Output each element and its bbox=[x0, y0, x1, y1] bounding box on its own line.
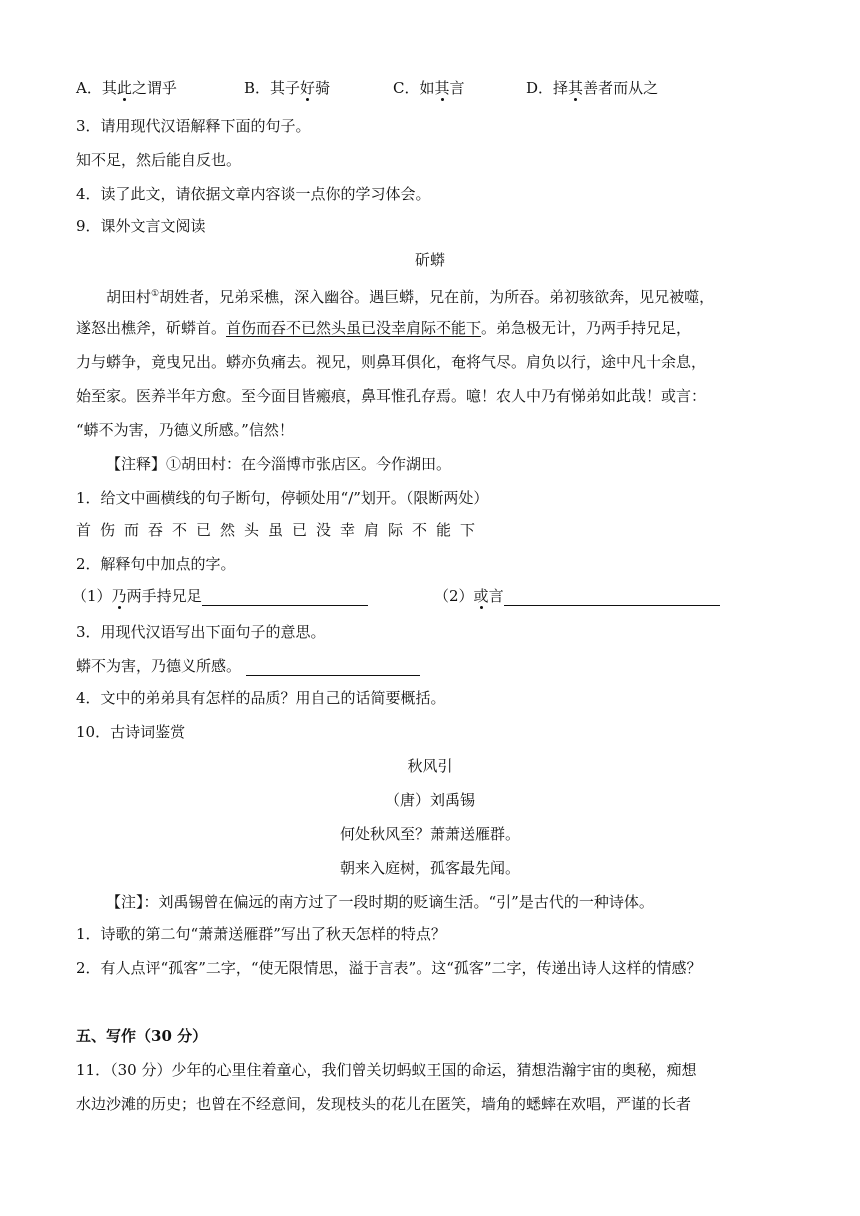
option-c: C．如其言 bbox=[393, 79, 465, 97]
emphasis-dot-char: 此 bbox=[116, 79, 132, 97]
emphasis-dot-char: 乃 bbox=[111, 587, 127, 605]
question-10-1: 1．诗歌的第二句“萧萧送雁群”写出了秋天怎样的特点？ bbox=[76, 925, 446, 943]
passage-line-1: 胡田村①胡姓者，兄弟采樵，深入幽谷。遇巨蟒，兄在前，为所吞。弟初骇欲奔，见兄被噬， bbox=[106, 288, 715, 306]
poem-title: 秋风引 bbox=[407, 757, 453, 775]
question-9-3: 3．用现代汉语写出下面句子的意思。 bbox=[76, 623, 326, 641]
poem-line-1: 何处秋风至？萧萧送雁群。 bbox=[339, 825, 520, 843]
question-9-4: 4．文中的弟弟具有怎样的品质？用自己的话简要概括。 bbox=[76, 689, 446, 707]
answer-blank[interactable] bbox=[504, 589, 720, 606]
passage-line-3: 力与蟒争，竟曳兄出。蟒亦负痛去。视兄，则鼻耳俱化，奄将气尽。肩负以行，途中凡十余息， bbox=[76, 353, 707, 371]
poem-author: （唐）刘禹锡 bbox=[384, 791, 475, 809]
underlined-sentence: 首伤而吞不已然头虽已没幸肩际不能下 bbox=[226, 319, 482, 337]
question-8-3-sentence: 知不足，然后能自反也。 bbox=[76, 151, 242, 169]
emphasis-dot-char: 好 bbox=[300, 79, 316, 97]
option-a: A．其此之谓乎 bbox=[76, 79, 177, 97]
question-9-2-2: （2）或言 bbox=[434, 586, 720, 606]
question-9-1: 1．给文中画横线的句子断句，停顿处用“/”划开。（限断两处） bbox=[76, 489, 489, 507]
passage-title: 斫蟒 bbox=[414, 251, 445, 269]
question-10-2: 2．有人点评“孤客”二字，“使无限情思，溢于言表”。这“孤客”二字，传递出诗人这样的情感？ bbox=[76, 959, 702, 977]
note-9: 【注释】①胡田村：在今淄博市张店区。今作湖田。 bbox=[106, 455, 452, 473]
question-11-line-2: 水边沙滩的历史；也曾在不经意间，发现枝头的花儿在匿笑，墙角的蟋蟀在欢唱，严谨的长者 bbox=[76, 1095, 692, 1113]
emphasis-dot-char: 或 bbox=[473, 587, 489, 605]
sentence-chars: 首 伤 而 吞 不 已 然 头 虽 已 没 幸 肩 际 不 能 下 bbox=[76, 521, 476, 539]
option-b: B．其子好骑 bbox=[244, 79, 331, 97]
emphasis-dot-char: 其 bbox=[568, 79, 584, 97]
answer-blank[interactable] bbox=[202, 589, 368, 606]
passage-line-4: 始至家。医养半年方愈。至今面目皆瘢痕，鼻耳惟孔存焉。噫！农人中乃有悌弟如此哉！或言： bbox=[76, 387, 707, 405]
answer-blank[interactable] bbox=[246, 659, 420, 676]
question-9-2-1: （1）乃两手持兄足 bbox=[72, 586, 368, 606]
passage-line-2: 遂怒出樵斧，斫蟒首。首伤而吞不已然头虽已没幸肩际不能下。弟急极无计，乃两手持兄足， bbox=[76, 319, 692, 337]
emphasis-dot-char: 其 bbox=[434, 79, 450, 97]
question-8-4: 4．读了此文，请依据文章内容谈一点你的学习体会。 bbox=[76, 185, 431, 203]
note-10: 【注】：刘禹锡曾在偏远的南方过了一段时期的贬谪生活。“引”是古代的一种诗体。 bbox=[106, 893, 654, 911]
poem-line-2: 朝来入庭树，孤客最先闻。 bbox=[339, 859, 520, 877]
section-heading-writing: 五、写作（30 分） bbox=[76, 1027, 208, 1045]
question-9-3-sentence: 蟒不为害，乃德义所感。 bbox=[76, 656, 420, 676]
question-9-2: 2．解释句中加点的字。 bbox=[76, 555, 236, 573]
question-9-heading: 9．课外文言文阅读 bbox=[76, 217, 206, 235]
question-10-heading: 10．古诗词鉴赏 bbox=[76, 723, 186, 741]
question-8-3: 3．请用现代汉语解释下面的句子。 bbox=[76, 117, 311, 135]
option-d: D．择其善者而从之 bbox=[526, 79, 659, 97]
passage-line-5: “蟒不为害，乃德义所感。”信然！ bbox=[76, 421, 294, 439]
question-11-line-1: 11．（30 分）少年的心里住着童心，我们曾关切蚂蚁王国的命运，猜想浩瀚宇宙的奥秘，痴想 bbox=[76, 1061, 697, 1079]
